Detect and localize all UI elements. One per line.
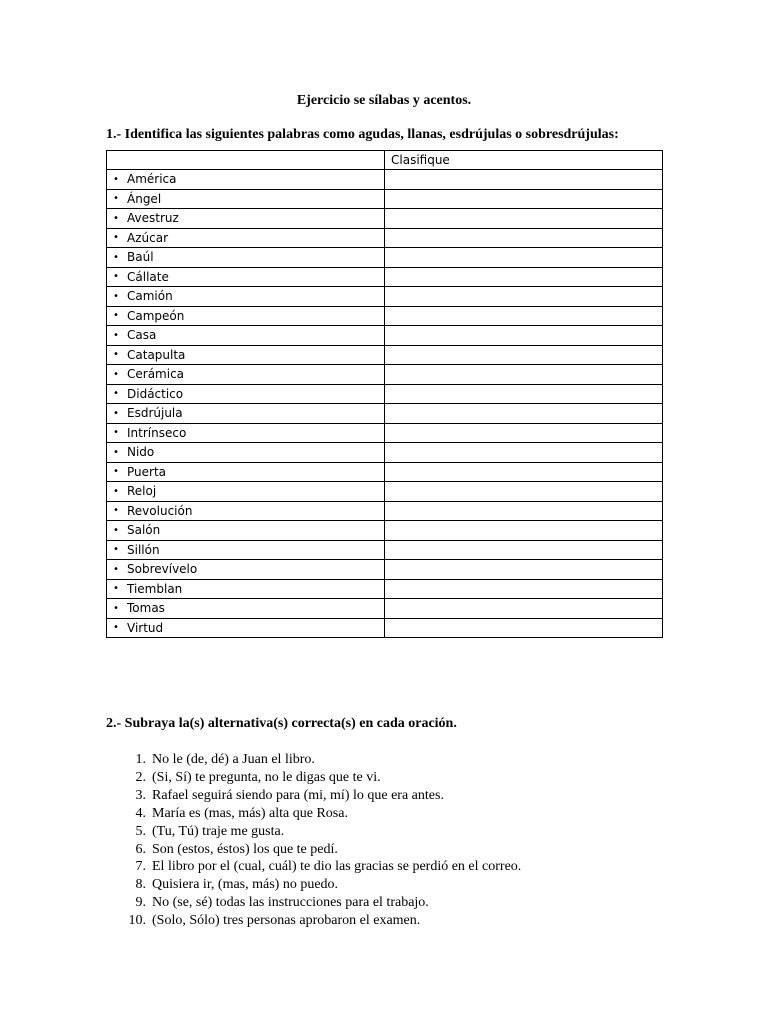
list-item	[117, 876, 521, 894]
word-cell	[107, 306, 385, 326]
classification-cell[interactable]	[385, 306, 663, 326]
word-cell	[107, 501, 385, 521]
table-body	[107, 170, 663, 638]
classification-cell[interactable]	[385, 384, 663, 404]
bullet-icon: •	[113, 368, 119, 380]
bullet-icon: •	[113, 212, 119, 224]
classification-cell[interactable]	[385, 482, 663, 502]
classification-cell[interactable]	[385, 287, 663, 307]
table-row	[107, 267, 663, 287]
classification-cell[interactable]	[385, 326, 663, 346]
word-cell	[107, 345, 385, 365]
word-label: América	[127, 172, 177, 187]
word-label: Sillón	[127, 542, 160, 557]
word-label: Puerta	[127, 464, 167, 479]
item-text: (Tu, Tú) traje me gusta.	[152, 823, 285, 839]
word-cell	[107, 189, 385, 209]
classification-cell[interactable]	[385, 423, 663, 443]
word-cell	[107, 384, 385, 404]
word-cell	[107, 365, 385, 385]
list-item	[117, 769, 521, 787]
word-cell	[107, 462, 385, 482]
table-row	[107, 482, 663, 502]
bullet-icon: •	[113, 505, 119, 517]
classification-cell[interactable]	[385, 560, 663, 580]
classification-cell[interactable]	[385, 443, 663, 463]
word-label: Didáctico	[127, 386, 184, 401]
table-row	[107, 443, 663, 463]
word-cell	[107, 209, 385, 229]
word-cell	[107, 423, 385, 443]
bullet-icon: •	[113, 427, 119, 439]
word-cell	[107, 404, 385, 424]
table-row	[107, 599, 663, 619]
word-label: Campeón	[127, 308, 185, 323]
bullet-icon: •	[113, 583, 119, 595]
item-number: 8.	[135, 877, 146, 893]
bullet-icon: •	[113, 622, 119, 634]
word-cell	[107, 170, 385, 190]
bullet-icon: •	[113, 524, 119, 536]
word-cell	[107, 579, 385, 599]
bullet-icon: •	[113, 602, 119, 614]
table-row	[107, 521, 663, 541]
classification-cell[interactable]	[385, 189, 663, 209]
classification-cell[interactable]	[385, 365, 663, 385]
word-cell	[107, 540, 385, 560]
word-label: Virtud	[127, 620, 164, 635]
classification-cell[interactable]	[385, 228, 663, 248]
item-text: No (se, sé) todas las instrucciones para el trabajo.	[152, 895, 429, 911]
table-row	[107, 248, 663, 268]
word-cell	[107, 560, 385, 580]
table-header-row	[107, 151, 663, 170]
word-cell	[107, 618, 385, 638]
word-label: Intrínseco	[127, 425, 187, 440]
word-cell	[107, 287, 385, 307]
item-number: 9.	[135, 895, 146, 911]
classify-column-header: Clasifique	[385, 151, 663, 170]
word-column-header	[107, 151, 385, 170]
table-row	[107, 404, 663, 424]
word-label: Catapulta	[127, 347, 186, 362]
section-2-heading: 2.- Subraya la(s) alternativa(s) correcta(s) en cada oración.	[106, 716, 457, 731]
item-number: 5.	[135, 823, 146, 839]
item-number: 4.	[135, 805, 146, 821]
word-label: Tiemblan	[127, 581, 183, 596]
word-label: Cállate	[127, 269, 169, 284]
bullet-icon: •	[113, 290, 119, 302]
word-label: Camión	[127, 289, 173, 304]
bullet-icon: •	[113, 407, 119, 419]
bullet-icon: •	[113, 271, 119, 283]
classification-cell[interactable]	[385, 501, 663, 521]
list-item	[117, 912, 521, 930]
table-row	[107, 345, 663, 365]
word-label: Esdrújula	[127, 406, 183, 421]
table-row	[107, 228, 663, 248]
table-row	[107, 365, 663, 385]
list-item	[117, 751, 521, 769]
word-label: Baúl	[127, 250, 154, 265]
page-title: Ejercicio se sílabas y acentos.	[296, 93, 472, 108]
item-text: Quisiera ir, (mas, más) no puedo.	[152, 877, 339, 893]
list-item	[117, 823, 521, 841]
word-cell	[107, 326, 385, 346]
word-label: Cerámica	[127, 367, 185, 382]
classification-table	[106, 150, 663, 638]
table-row	[107, 618, 663, 638]
classification-cell[interactable]	[385, 521, 663, 541]
classification-cell[interactable]	[385, 209, 663, 229]
word-label: Sobrevívelo	[127, 562, 198, 577]
word-label: Reloj	[127, 484, 157, 499]
item-text: María es (mas, más) alta que Rosa.	[152, 805, 348, 821]
list-item	[117, 894, 521, 912]
word-cell	[107, 248, 385, 268]
classification-cell[interactable]	[385, 404, 663, 424]
word-label: Ángel	[127, 191, 162, 206]
word-cell	[107, 521, 385, 541]
list-item	[117, 787, 521, 805]
table-row	[107, 209, 663, 229]
word-cell	[107, 443, 385, 463]
bullet-icon: •	[113, 563, 119, 575]
bullet-icon: •	[113, 446, 119, 458]
bullet-icon: •	[113, 173, 119, 185]
classification-cell[interactable]	[385, 579, 663, 599]
word-label: Casa	[127, 328, 157, 343]
bullet-icon: •	[113, 544, 119, 556]
item-text: (Solo, Sólo) tres personas aprobaron el examen.	[152, 913, 421, 929]
item-number: 2.	[135, 769, 146, 785]
item-number: 6.	[135, 841, 146, 857]
item-text: El libro por el (cual, cuál) te dio las gracias se perdió en el correo.	[152, 859, 522, 875]
bullet-icon: •	[113, 485, 119, 497]
classification-cell[interactable]	[385, 248, 663, 268]
classification-cell[interactable]	[385, 345, 663, 365]
item-number: 3.	[135, 787, 146, 803]
table-row	[107, 189, 663, 209]
table-row	[107, 501, 663, 521]
table-row	[107, 306, 663, 326]
item-text: Rafael seguirá siendo para (mi, mí) lo que era antes.	[152, 787, 444, 803]
bullet-icon: •	[113, 232, 119, 244]
item-number: 10.	[128, 913, 146, 929]
word-label: Revolución	[127, 503, 193, 518]
word-label: Avestruz	[127, 211, 179, 226]
classification-cell[interactable]	[385, 170, 663, 190]
table-row	[107, 384, 663, 404]
word-cell	[107, 267, 385, 287]
table-row	[107, 287, 663, 307]
bullet-icon: •	[113, 310, 119, 322]
classification-cell[interactable]	[385, 540, 663, 560]
classification-cell[interactable]	[385, 599, 663, 619]
table-row	[107, 170, 663, 190]
word-cell	[107, 482, 385, 502]
list-item	[117, 858, 521, 876]
classification-cell[interactable]	[385, 267, 663, 287]
bullet-icon: •	[113, 388, 119, 400]
section-1-heading: 1.- Identifica las siguientes palabras como agudas, llanas, esdrújulas o sobresdrújulas:	[106, 127, 619, 142]
word-cell	[107, 228, 385, 248]
table-row	[107, 540, 663, 560]
table-row	[107, 462, 663, 482]
table-row	[107, 560, 663, 580]
word-label: Salón	[127, 523, 161, 538]
word-label: Nido	[127, 445, 155, 460]
word-label: Azúcar	[127, 230, 168, 245]
table-row	[107, 326, 663, 346]
word-label: Tomas	[127, 601, 165, 616]
list-item	[117, 841, 521, 859]
bullet-icon: •	[113, 193, 119, 205]
word-cell	[107, 599, 385, 619]
item-text: Son (estos, éstos) los que te pedí.	[152, 841, 338, 857]
table-row	[107, 423, 663, 443]
bullet-icon: •	[113, 251, 119, 263]
bullet-icon: •	[113, 466, 119, 478]
bullet-icon: •	[113, 349, 119, 361]
classification-cell[interactable]	[385, 462, 663, 482]
item-text: (Si, Sí) te pregunta, no le digas que te vi.	[152, 769, 381, 785]
item-number: 7.	[135, 859, 146, 875]
classification-cell[interactable]	[385, 618, 663, 638]
item-number: 1.	[135, 752, 146, 767]
table-row	[107, 579, 663, 599]
item-text: No le (de, dé) a Juan el libro.	[152, 752, 315, 767]
list-item	[117, 805, 521, 823]
bullet-icon: •	[113, 329, 119, 341]
sentence-list	[117, 751, 521, 930]
